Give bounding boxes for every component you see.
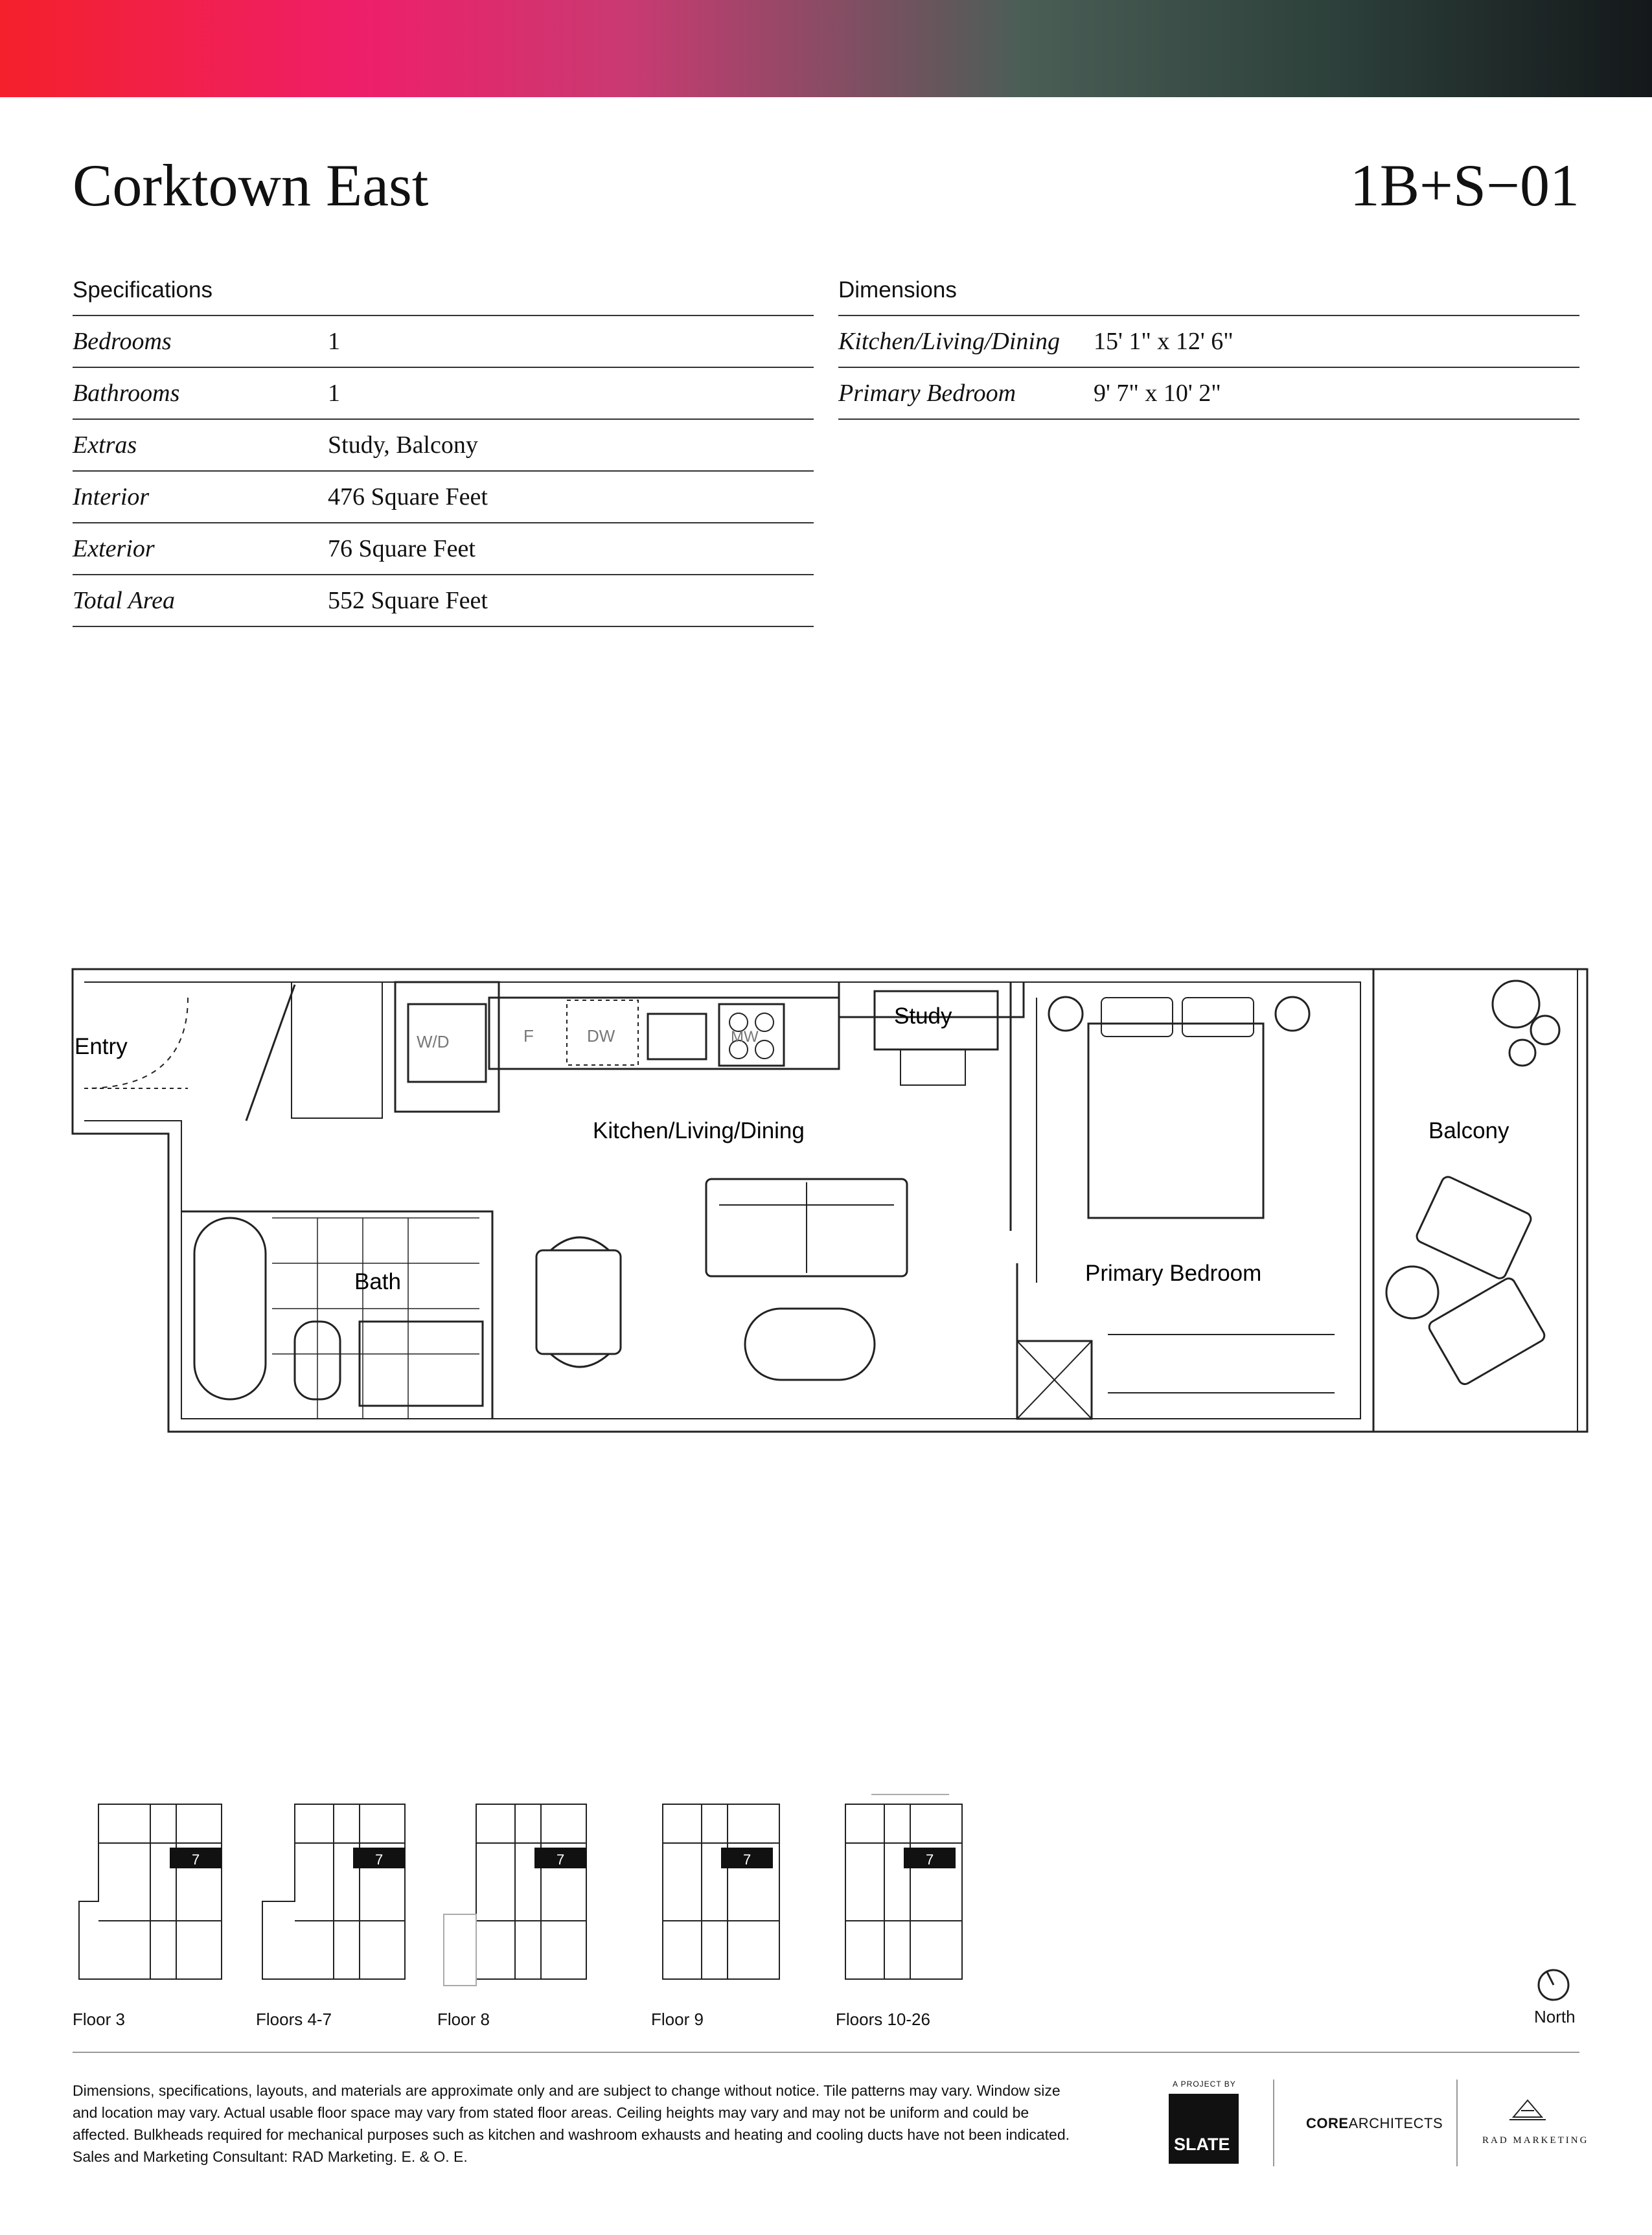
coffee-table xyxy=(745,1309,875,1380)
keyplan-unit-number: 7 xyxy=(556,1851,565,1868)
wd-label: W/D xyxy=(417,1032,450,1051)
balcony-chair xyxy=(1427,1276,1547,1386)
logo-divider xyxy=(1273,2080,1274,2166)
logo-divider xyxy=(1456,2080,1458,2166)
keyplan-unit-number: 7 xyxy=(926,1851,934,1868)
dimensions-heading: Dimensions xyxy=(838,277,957,303)
dining-table xyxy=(536,1250,621,1354)
nightstand xyxy=(1049,997,1083,1031)
dimensions-table xyxy=(838,316,1579,420)
sofa-cushions xyxy=(719,1182,894,1273)
disclaimer-text: Dimensions, specifications, layouts, and materials are approximate only and are subject to change without notice. Tile patterns may vary. Window size and location may vary. Actual usable floor space may vary from stated floor areas. Ceiling heights may vary and may not be uniform and could be affected. Bulkheads required for mechanical purposes such as kitchen and washroom exhausts and heating and cooling ducts have not been indicated. Sales and Marketing Consultant: RAD Marketing. E. & O. E. xyxy=(73,2082,1070,2165)
bath-wall xyxy=(181,1211,492,1419)
interior-wall-line xyxy=(84,982,1360,1419)
rad-marketing-emblem-icon xyxy=(1508,2096,1547,2124)
kitchen-sink xyxy=(648,1014,706,1059)
spec-label: Total Area xyxy=(73,575,328,626)
spec-value: 552 Square Feet xyxy=(328,575,814,626)
table-row xyxy=(838,316,1579,367)
keyplan-unit-number: 7 xyxy=(743,1851,751,1868)
keyplan-label: Floors 10-26 xyxy=(836,2010,930,2029)
planter xyxy=(1493,981,1539,1027)
closet xyxy=(292,982,382,1118)
keyplan-label: Floor 8 xyxy=(437,2010,490,2029)
closet-door xyxy=(246,985,295,1121)
bath-label: Bath xyxy=(354,1269,401,1294)
spec-value: 76 Square Feet xyxy=(328,523,814,575)
keyplan-floor-9 xyxy=(650,1791,812,1992)
bedroom-closet xyxy=(1108,1335,1335,1393)
keyplan-floors-4-7 xyxy=(256,1791,418,1992)
slate-logo xyxy=(1169,2094,1239,2164)
footer-rule xyxy=(73,2052,1579,2053)
north-label: North xyxy=(1534,2007,1576,2026)
unit-floor-plan xyxy=(65,959,1594,1451)
rad-marketing-logo-text: RAD MARKETING xyxy=(1482,2135,1589,2146)
microwave-label: MW xyxy=(731,1028,759,1046)
vanity xyxy=(360,1322,483,1406)
table-row xyxy=(838,367,1579,419)
keyplan-label: Floors 4-7 xyxy=(256,2010,332,2029)
specifications-heading: Specifications xyxy=(73,277,212,303)
study-chair xyxy=(901,1049,965,1085)
header-gradient-bar xyxy=(0,0,1652,97)
project-title: Corktown East xyxy=(73,152,429,218)
planter xyxy=(1509,1040,1535,1066)
keyplan-floor-8 xyxy=(437,1791,599,1992)
dishwasher-label: DW xyxy=(587,1026,615,1046)
spec-label: Interior xyxy=(73,471,328,523)
entry-label: Entry xyxy=(75,1034,128,1059)
dim-value: 9' 7" x 10' 2" xyxy=(1094,367,1579,419)
table-row xyxy=(73,523,814,575)
planter xyxy=(1531,1016,1559,1044)
bedroom-label: Primary Bedroom xyxy=(1085,1261,1262,1286)
kitchen-label: Kitchen/Living/Dining xyxy=(593,1118,805,1143)
keyplan-label: Floor 3 xyxy=(73,2010,125,2029)
bathtub xyxy=(194,1218,266,1399)
shaft-cross xyxy=(1017,1341,1092,1419)
fridge-label: F xyxy=(523,1026,534,1046)
tile-grid xyxy=(272,1218,479,1419)
core-rest: ARCHITECTS xyxy=(1348,2115,1443,2131)
keyplan-label: Floor 9 xyxy=(651,2010,704,2029)
bed xyxy=(1088,1024,1263,1218)
balcony-side-table xyxy=(1386,1266,1438,1318)
keyplan-floor-3 xyxy=(73,1791,235,1992)
pillow xyxy=(1182,998,1254,1037)
balcony-outline xyxy=(1373,969,1587,1432)
table-row xyxy=(73,471,814,523)
study-label: Study xyxy=(894,1003,952,1029)
slate-logo-text: SLATE xyxy=(1174,2135,1230,2154)
table-row xyxy=(73,316,814,367)
dim-value: 15' 1" x 12' 6" xyxy=(1094,316,1579,367)
project-by-label: A PROJECT BY xyxy=(1173,2080,1236,2089)
spec-value: Study, Balcony xyxy=(328,419,814,471)
dim-label: Kitchen/Living/Dining xyxy=(838,316,1094,367)
table-row xyxy=(73,367,814,419)
table-row xyxy=(73,419,814,471)
spec-label: Bathrooms xyxy=(73,367,328,419)
spec-value: 1 xyxy=(328,367,814,419)
table-row xyxy=(73,575,814,626)
keyplan-floors-10-26 xyxy=(832,1791,994,1992)
specifications-table xyxy=(73,316,814,627)
balcony-chair xyxy=(1415,1175,1533,1280)
spec-value: 476 Square Feet xyxy=(328,471,814,523)
dining-chair xyxy=(551,1237,609,1367)
spec-label: Exterior xyxy=(73,523,328,575)
north-arrow-icon xyxy=(1534,1966,1573,2004)
dim-label: Primary Bedroom xyxy=(838,367,1094,419)
unit-code: 1B+S−01 xyxy=(1349,152,1579,218)
pillow xyxy=(1101,998,1173,1037)
spec-label: Bedrooms xyxy=(73,316,328,367)
nightstand xyxy=(1276,997,1309,1031)
keyplan-unit-number: 7 xyxy=(375,1851,384,1868)
exterior-wall xyxy=(73,969,1373,1432)
keyplan-unit-number: 7 xyxy=(192,1851,200,1868)
spec-label: Extras xyxy=(73,419,328,471)
core-architects-logo xyxy=(1306,2115,1443,2132)
balcony-label: Balcony xyxy=(1428,1118,1509,1143)
core-bold: CORE xyxy=(1306,2115,1349,2131)
spec-value: 1 xyxy=(328,316,814,367)
